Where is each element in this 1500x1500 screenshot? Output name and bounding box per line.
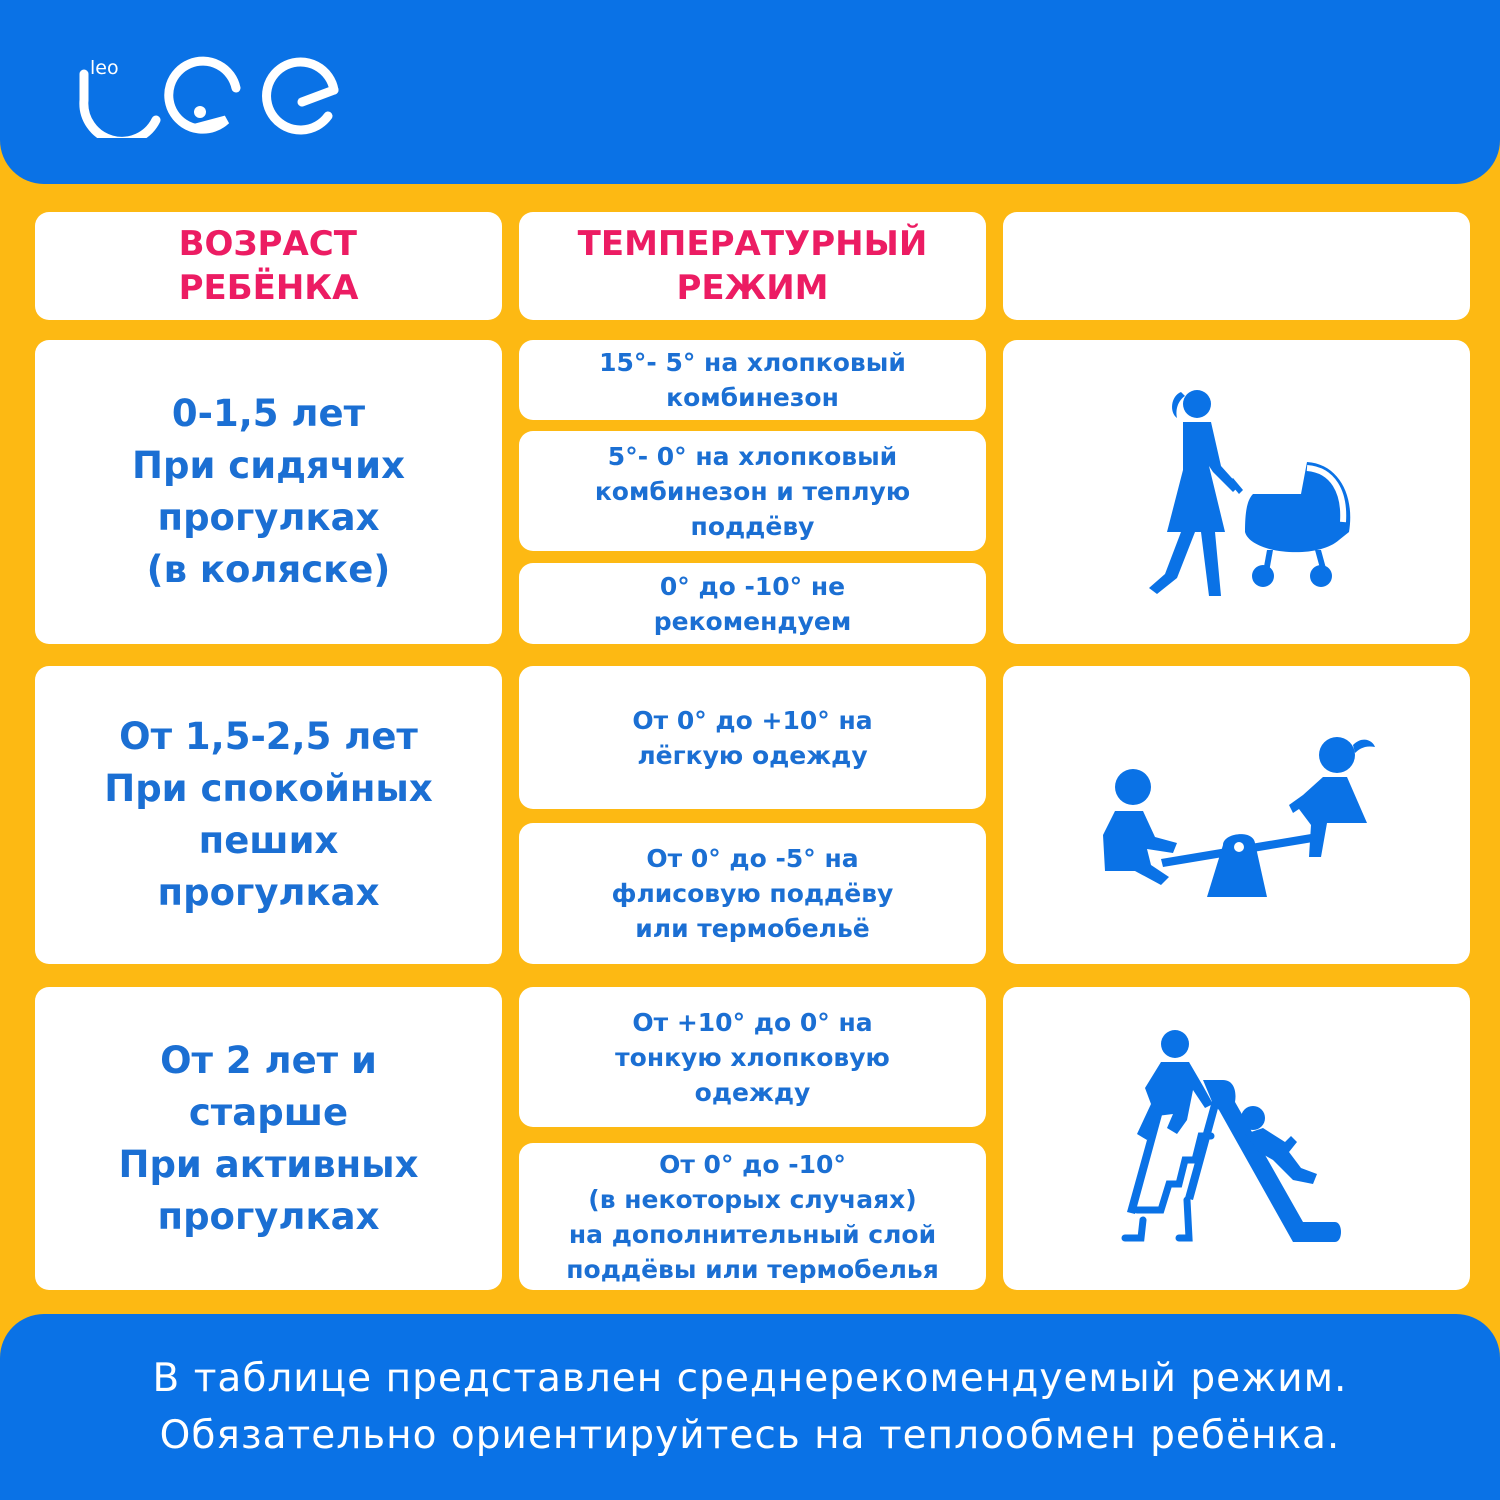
row2-icon-cell [1003,666,1470,964]
row2-temp2-text: От 0° до -5° на флисовую поддёву или термобельё [611,844,894,943]
row3-age-cell [35,987,502,1290]
row1-temp1-cell [519,340,986,420]
row1-age-cell [35,340,502,644]
header-age-label: ВОЗРАСТ РЕБЁНКА [178,224,359,308]
footer-line-2: Обязательно ориентируйтесь на теплообмен ребёнка. [159,1413,1341,1458]
row3-temp1-text: От +10° до 0° на тонкую хлопковую одежду [615,1007,890,1107]
row2-temp1-text: От 0° до +10° на лёгкую одежду [632,705,873,770]
row2-age-cell [35,666,502,964]
stroller-walk-icon [1117,382,1357,602]
row3-temp1-cell [519,987,986,1127]
slide-icon [1117,1024,1357,1254]
row3-temp2-text: От 0° до -10° (в некоторых случаях) на дополнительный слой поддёвы или термобелья [566,1149,939,1284]
row1-age-text: 0-1,5 лет При сидячих прогулках (в коляске) [132,392,405,591]
logo-wordmark: leo [90,57,119,79]
row1-temp3-text: 0° до -10° не рекомендуем [653,571,852,636]
row3-temp2-cell [519,1143,986,1290]
row1-temp2-cell [519,431,986,551]
seesaw-icon [1097,725,1377,905]
header-temperature-label: ТЕМПЕРАТУРНЫЙ РЕЖИМ [577,224,928,308]
footer-line-1: В таблице представлен среднерекомендуемый режим. [152,1356,1348,1401]
row3-age-text: От 2 лет и старше При активных прогулках [118,1038,419,1238]
row2-temp1-cell [519,666,986,809]
header-age-cell [35,212,502,320]
row2-age-text: От 1,5-2,5 лет При спокойных пеших прогулках [104,715,433,914]
header-bar [0,0,1500,184]
row1-temp3-cell [519,563,986,644]
header-temperature-cell [519,212,986,320]
row2-temp2-cell [519,823,986,964]
row3-icon-cell [1003,987,1470,1290]
row1-temp2-text: 5°- 0° на хлопковый комбинезон и теплую поддёву [594,441,911,541]
row1-temp1-text: 15°- 5° на хлопковый комбинезон [599,348,906,412]
header-icon-cell [1003,212,1470,320]
footer-note [0,1314,1500,1500]
row1-icon-cell [1003,340,1470,644]
